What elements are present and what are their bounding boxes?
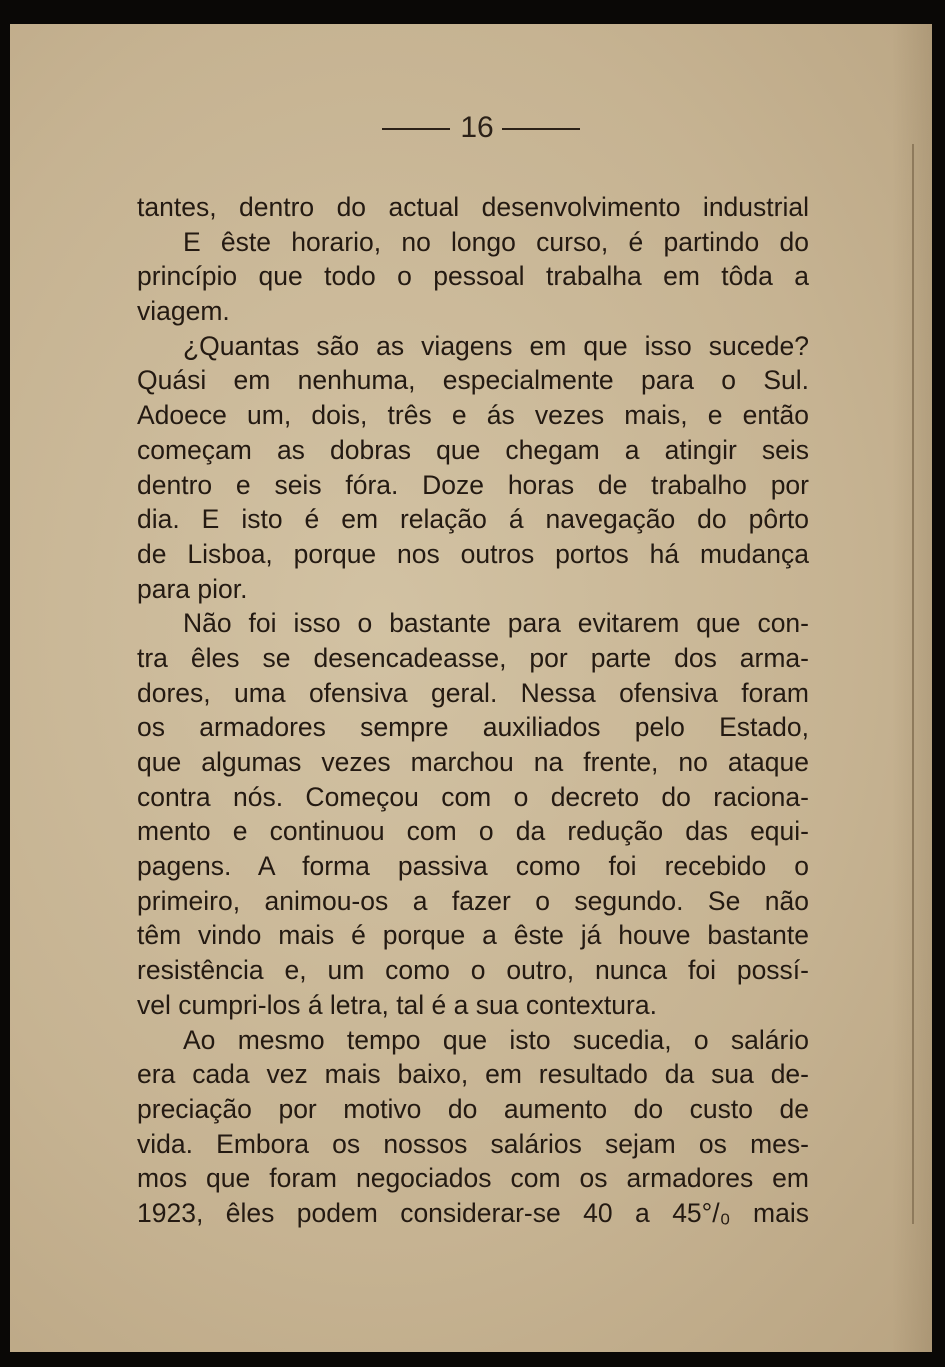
- text-line: Não foi isso o bastante para evitarem que con-: [183, 608, 809, 639]
- page-number: 16: [460, 111, 494, 144]
- text-line: 1923, êles podem considerar-se 40 a 45°/₀ mais: [137, 1197, 809, 1228]
- text-line: Adoece um, dois, três e ás vezes mais, e então: [137, 400, 809, 431]
- text-line: princípio que todo o pessoal trabalha em tôda a: [137, 261, 809, 292]
- text-line: tra êles se desencadeasse, por parte dos arma-: [137, 642, 809, 673]
- text-line: os armadores sempre auxiliados pelo Estado,: [137, 712, 809, 743]
- text-line: vida. Embora os nossos salários sejam os mes-: [137, 1128, 809, 1159]
- text-line: vel cumpri-los á letra, tal é a sua contextura.: [137, 989, 657, 1020]
- text-line: ¿Quantas são as viagens em que isso sucede?: [183, 330, 809, 361]
- page-header: [0, 108, 945, 148]
- header-rule-right: [502, 128, 580, 130]
- text-line: era cada vez mais baixo, em resultado da sua de-: [137, 1059, 809, 1090]
- text-line: primeiro, animou-os a fazer o segundo. Se não: [137, 885, 809, 916]
- text-line: resistência e, um como o outro, nunca foi possí-: [137, 955, 809, 986]
- text-line: para pior.: [137, 573, 248, 604]
- text-line: dia. E isto é em relação á navegação do pôrto: [137, 504, 809, 535]
- text-line: mos que foram negociados com os armadores em: [137, 1163, 809, 1194]
- binding-stitch: [912, 144, 914, 1224]
- text-line: dores, uma ofensiva geral. Nessa ofensiva foram: [137, 677, 809, 708]
- text-line: têm vindo mais é porque a êste já houve bastante: [137, 920, 809, 951]
- text-line: dentro e seis fóra. Doze horas de trabalho por: [137, 469, 809, 500]
- text-line: pagens. A forma passiva como foi recebido o: [137, 851, 809, 882]
- text-line: mento e continuou com o da redução das equi-: [137, 816, 809, 847]
- text-line: preciação por motivo do aumento do custo de: [137, 1093, 809, 1124]
- text-line: começam as dobras que chegam a atingir seis: [137, 434, 809, 465]
- text-line: Quási em nenhuma, especialmente para o Sul.: [137, 365, 809, 396]
- text-line: que algumas vezes marchou na frente, no ataque: [137, 747, 809, 777]
- text-line: contra nós. Começou com o decreto do raciona-: [137, 781, 809, 812]
- header-rule-left: [382, 128, 450, 130]
- text-line: E êste horario, no longo curso, é partindo do: [183, 226, 809, 257]
- body-text: [137, 190, 809, 1231]
- text-line: Ao mesmo tempo que isto sucedia, o salário: [183, 1024, 809, 1055]
- text-line: de Lisboa, porque nos outros portos há mudança: [137, 538, 809, 569]
- text-line: viagem.: [137, 296, 230, 327]
- text-line: tantes, dentro do actual desenvolvimento industrial: [137, 192, 809, 222]
